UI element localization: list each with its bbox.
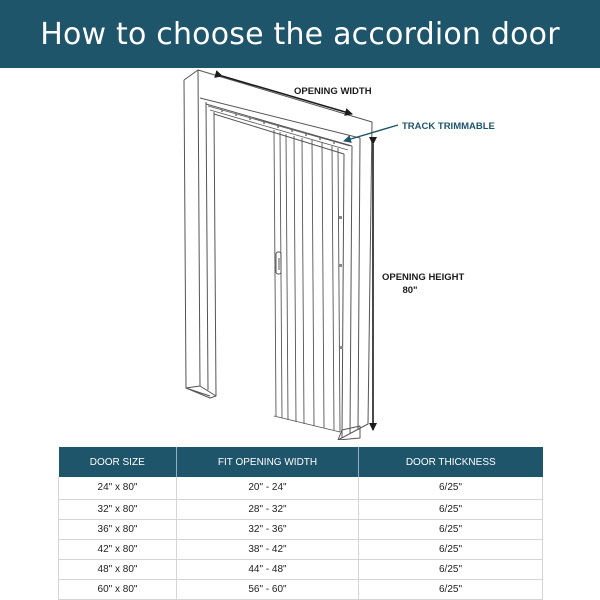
cell-door-size: 42" x 80" bbox=[59, 539, 177, 559]
cell-door-size: 60" x 80" bbox=[59, 579, 177, 599]
cell-door-thickness: 6/25" bbox=[359, 579, 543, 599]
cell-door-size: 48" x 80" bbox=[59, 559, 177, 579]
opening-height-value: 80" bbox=[402, 285, 418, 296]
cell-door-thickness: 6/25" bbox=[359, 539, 543, 559]
table-row bbox=[59, 539, 543, 559]
cell-door-size: 24" x 80" bbox=[59, 477, 177, 499]
cell-fit-opening-width: 32" - 36" bbox=[177, 519, 359, 539]
table-row bbox=[59, 579, 543, 599]
door-frame-illustration bbox=[0, 68, 600, 440]
table-header-row bbox=[59, 447, 543, 477]
cell-door-thickness: 6/25" bbox=[359, 499, 543, 519]
door-handle bbox=[276, 252, 281, 274]
cell-fit-opening-width: 28" - 32" bbox=[177, 499, 359, 519]
opening-height-label: OPENING HEIGHT bbox=[382, 272, 465, 283]
table-row bbox=[59, 477, 543, 499]
header-door-size: DOOR SIZE bbox=[59, 447, 177, 477]
table-row bbox=[59, 559, 543, 579]
header-fit-opening-width: FIT OPENING WIDTH bbox=[177, 447, 359, 477]
table-row bbox=[59, 499, 543, 519]
cell-door-thickness: 6/25" bbox=[359, 477, 543, 499]
title-banner bbox=[0, 0, 600, 68]
cell-fit-opening-width: 44" - 48" bbox=[177, 559, 359, 579]
opening-width-label: OPENING WIDTH bbox=[294, 86, 372, 97]
door-track bbox=[208, 106, 350, 150]
cell-door-size: 36" x 80" bbox=[59, 519, 177, 539]
door-diagram bbox=[0, 68, 600, 440]
cell-fit-opening-width: 38" - 42" bbox=[177, 539, 359, 559]
table-row bbox=[59, 519, 543, 539]
page-title: How to choose the accordion door bbox=[40, 16, 560, 52]
cell-door-thickness: 6/25" bbox=[359, 519, 543, 539]
track-trimmable-pointer bbox=[344, 125, 398, 141]
size-table bbox=[58, 447, 542, 600]
header-door-thickness: DOOR THICKNESS bbox=[359, 447, 543, 477]
cell-door-thickness: 6/25" bbox=[359, 559, 543, 579]
track-trimmable-label: TRACK TRIMMABLE bbox=[402, 121, 495, 132]
cell-fit-opening-width: 56" - 60" bbox=[177, 579, 359, 599]
accordion-panels bbox=[274, 130, 343, 432]
cell-door-size: 32" x 80" bbox=[59, 499, 177, 519]
cell-fit-opening-width: 20" - 24" bbox=[177, 477, 359, 499]
